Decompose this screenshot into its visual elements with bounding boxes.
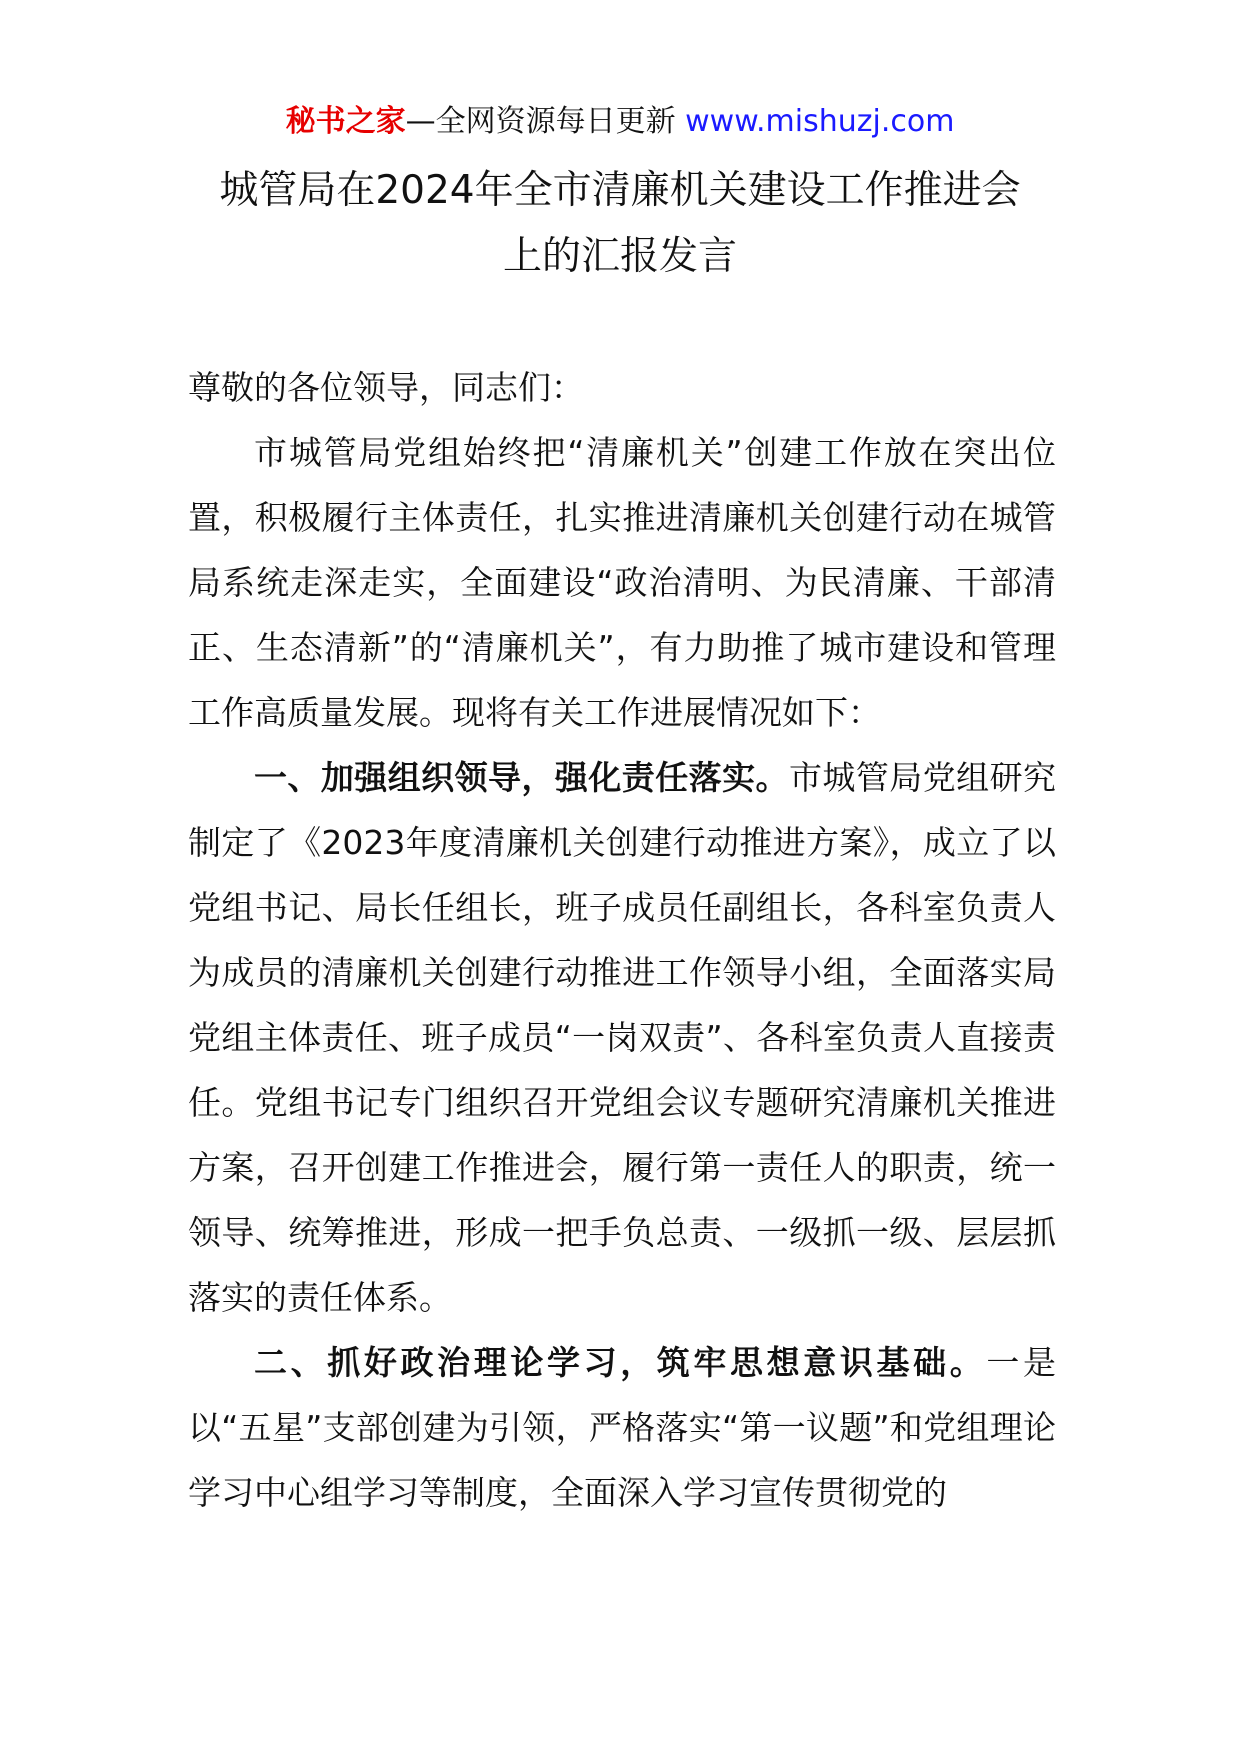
site-url-link[interactable]: www.mishuzj.com	[685, 104, 955, 139]
document-body	[188, 355, 1056, 1525]
salutation: 尊敬的各位领导，同志们：	[188, 368, 584, 407]
section-2-heading: 二、抓好政治理论学习，筑牢思想意识基础。	[254, 1343, 987, 1382]
document-title	[160, 158, 1080, 290]
title-line-2: 上的汇报发言	[502, 234, 737, 279]
section-1-heading: 一、加强组织领导，强化责任落实。	[254, 758, 789, 797]
section-1-paragraph	[188, 745, 1056, 1330]
intro-paragraph: 市城管局党组始终把“清廉机关”创建工作放在突出位置，积极履行主体责任，扎实推进清廉机关创建行动在城管局系统走深走实，全面建设“政治清明、为民清廉、干部清正、生态清新”的“清廉机关”，有力助推了城市建设和管理工作高质量发展。现将有关工作进展情况如下：	[188, 433, 1056, 732]
section-2-paragraph	[188, 1330, 1056, 1525]
title-line-1: 城管局在2024年全市清廉机关建设工作推进会	[219, 168, 1021, 213]
header-slogan: —全网资源每日更新	[405, 104, 686, 139]
section-2-text: 一是以“五星”支部创建为引领，严格落实“第一议题”和党组理论学习中心组学习等制度，全面深入学习宣传贯彻党的	[188, 1343, 1057, 1512]
brand-name: 秘书之家	[285, 104, 406, 139]
section-1-text: 市城管局党组研究制定了《2023年度清廉机关创建行动推进方案》，成立了以党组书记、局长任组长，班子成员任副组长，各科室负责人为成员的清廉机关创建行动推进工作领导小组，全面落实局党组主体责任、班子成员“一岗双责”、各科室负责人直接责任。党组书记专门组织召开党组会议专题研究清廉机关推进方案，召开创建工作推进会，履行第一责任人的职责，统一领导、统筹推进，形成一把手负总责、一级抓一级、层层抓落实的责任体系。	[188, 758, 1057, 1317]
site-header	[0, 100, 1240, 144]
